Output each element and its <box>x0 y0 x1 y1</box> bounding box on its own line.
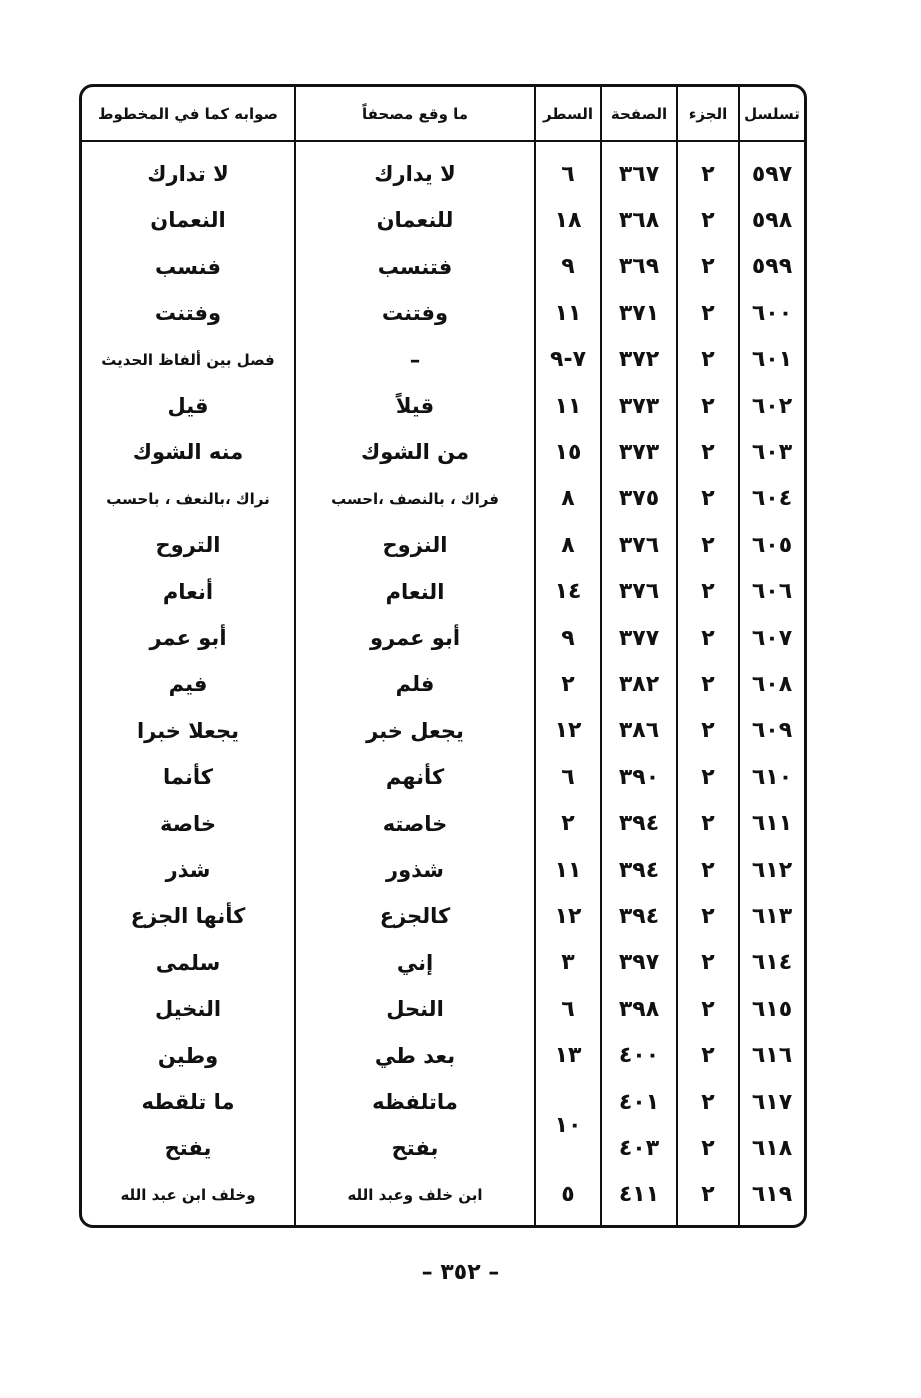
cell-right: أنعام <box>162 579 214 604</box>
cell-page: ٣٩٧ <box>618 950 660 976</box>
cell-page: ٣٧٧ <box>618 625 660 651</box>
cell-part: ٢ <box>701 996 715 1022</box>
cell-seq: ٦٠٤ <box>751 486 793 512</box>
cell-wrong: خاصته <box>382 811 448 836</box>
cell-right: فصل بين ألفاظ الحديث <box>101 350 275 369</box>
cell-wrong: النعام <box>385 579 445 604</box>
cell-right: كأنما <box>163 765 213 790</box>
cell-right: وخلف ابن عبد الله <box>120 1185 256 1204</box>
cell-page: ٣٧٥ <box>618 486 660 512</box>
cell-part: ٢ <box>701 1089 715 1115</box>
cell-seq: ٦١٥ <box>751 996 793 1022</box>
cell-part: ٢ <box>701 254 715 280</box>
cell-part: ٢ <box>701 625 715 651</box>
cell-seq: ٦١١ <box>751 811 793 837</box>
cell-page: ٤٠٠ <box>618 1043 660 1069</box>
cell-line: ٢ <box>561 811 575 837</box>
cell-right: النخيل <box>154 997 222 1022</box>
cell-line: ١١ <box>554 857 582 883</box>
cell-right: شذر <box>165 858 211 882</box>
cell-page: ٣٩٤ <box>618 811 660 837</box>
cell-part: ٢ <box>701 950 715 976</box>
cell-wrong: بعد طي <box>374 1043 456 1068</box>
cell-part: ٢ <box>701 579 715 605</box>
page-number: – ٣٥٢ – <box>421 1260 500 1285</box>
cell-page: ٤٠١ <box>618 1089 660 1115</box>
cell-right: يجعلا خبرا <box>136 718 240 743</box>
cell-line: ١٠ <box>554 1112 582 1138</box>
cell-right: منه الشوك <box>132 440 244 465</box>
column-line <box>534 87 600 1225</box>
cell-seq: ٦٠١ <box>751 347 793 373</box>
cell-page: ٣٧١ <box>618 300 660 326</box>
header-correction: صوابه كما في المخطوط <box>82 87 294 142</box>
cell-right: النعمان <box>150 208 226 233</box>
header-misprint: ما وقع مصحفاً <box>296 87 534 142</box>
cell-line: ٩ <box>561 254 575 280</box>
cell-wrong: أبو عمرو <box>369 626 461 650</box>
cell-right: وفتنت <box>154 301 222 326</box>
column-misprint <box>294 87 534 1225</box>
cell-seq: ٦١٩ <box>751 1182 793 1208</box>
column-serial <box>738 87 804 1225</box>
cell-part: ٢ <box>701 764 715 790</box>
cell-part: ٢ <box>701 1182 715 1208</box>
cell-wrong: ابن خلف وعبد الله <box>347 1185 483 1204</box>
cell-line: ١٨ <box>554 207 582 233</box>
cell-part: ٢ <box>701 207 715 233</box>
table-grid <box>82 87 804 1225</box>
cell-line: ١٢ <box>554 903 582 929</box>
cell-wrong: بفتح <box>391 1136 439 1161</box>
cell-line: ٦ <box>561 996 575 1022</box>
cell-seq: ٦١٠ <box>751 764 793 790</box>
cell-line: ٦ <box>561 161 575 187</box>
cell-wrong: كالجزع <box>379 904 451 929</box>
cell-right: كأنها الجزع <box>130 904 246 929</box>
cell-page: ٣٦٨ <box>618 207 660 233</box>
cell-part: ٢ <box>701 857 715 883</box>
cell-page: ٤٠٣ <box>618 1135 660 1161</box>
cell-seq: ٦١٨ <box>751 1135 793 1161</box>
cell-seq: ٦٠٩ <box>751 718 793 744</box>
cell-wrong: فلم <box>395 672 435 697</box>
column-part <box>676 87 738 1225</box>
cell-seq: ٦٠٦ <box>751 579 793 605</box>
cell-line: ١٢ <box>554 718 582 744</box>
cell-part: ٢ <box>701 532 715 558</box>
cell-page: ٣٩٠ <box>618 764 660 790</box>
cell-seq: ٥٩٩ <box>751 254 793 280</box>
cell-part: ٢ <box>701 718 715 744</box>
cell-right: خاصة <box>159 811 217 836</box>
cell-page: ٣٧٣ <box>618 439 660 465</box>
cell-wrong: قيلاً <box>395 394 435 418</box>
cell-right: فنسب <box>155 254 221 279</box>
cell-line: ١١ <box>554 393 582 419</box>
cell-wrong: لا يدارك <box>374 162 456 186</box>
cell-wrong: ماتلفظه <box>372 1090 458 1114</box>
cell-part: ٢ <box>701 393 715 419</box>
cell-wrong: يجعل خبر <box>366 718 464 743</box>
cell-part: ٢ <box>701 1043 715 1069</box>
cell-wrong: إني <box>396 950 434 975</box>
cell-line: ٧-٩ <box>550 347 587 373</box>
cell-wrong: النحل <box>386 997 444 1022</box>
cell-seq: ٦٠٥ <box>751 532 793 558</box>
cell-page: ٣٧٣ <box>618 393 660 419</box>
cell-line: ٣ <box>561 950 575 976</box>
cell-right: التروح <box>155 533 221 558</box>
cell-right: ما تلقطه <box>141 1090 235 1114</box>
cell-page: ٣٩٤ <box>618 903 660 929</box>
cell-seq: ٦٠٣ <box>751 439 793 465</box>
cell-line: ٨ <box>561 532 575 558</box>
cell-page: ٣٨٢ <box>618 671 660 697</box>
cell-line: ١٥ <box>554 439 582 465</box>
header-part: الجزء <box>678 87 738 142</box>
header-page: الصفحة <box>602 87 676 142</box>
cell-part: ٢ <box>701 300 715 326</box>
cell-page: ٣٨٦ <box>618 718 660 744</box>
cell-page: ٣٩٤ <box>618 857 660 883</box>
cell-part: ٢ <box>701 161 715 187</box>
cell-line: ١٤ <box>554 579 582 605</box>
cell-page: ٣٧٦ <box>618 532 660 558</box>
cell-part: ٢ <box>701 811 715 837</box>
cell-right: قيل <box>167 394 209 418</box>
cell-wrong: – <box>409 347 421 372</box>
cell-page: ٣٧٢ <box>618 347 660 373</box>
cell-page: ٣٦٧ <box>618 161 660 187</box>
cell-line: ١٣ <box>554 1043 582 1069</box>
cell-seq: ٦٠٨ <box>751 671 793 697</box>
cell-page: ٣٧٦ <box>618 579 660 605</box>
cell-right: وطين <box>157 1043 219 1068</box>
header-line: السطر <box>536 87 600 142</box>
cell-seq: ٥٩٧ <box>751 161 793 187</box>
cell-part: ٢ <box>701 1135 715 1161</box>
header-serial: تسلسل <box>740 87 804 142</box>
cell-line: ٥ <box>561 1182 575 1208</box>
cell-line: ٢ <box>561 671 575 697</box>
cell-seq: ٦١٢ <box>751 857 793 883</box>
cell-wrong: كأنهم <box>385 765 445 790</box>
column-correction <box>82 87 294 1225</box>
cell-part: ٢ <box>701 439 715 465</box>
cell-seq: ٦١٣ <box>751 903 793 929</box>
cell-right: لا تدارك <box>147 162 229 186</box>
cell-line: ٩ <box>561 625 575 651</box>
cell-seq: ٦٠٧ <box>751 625 793 651</box>
cell-seq: ٦١٤ <box>751 950 793 976</box>
cell-wrong: وفتنت <box>381 301 449 326</box>
cell-wrong: فراك ، بالنصف ،احسب <box>331 489 499 508</box>
cell-wrong: للنعمان <box>376 208 454 233</box>
cell-wrong: النزوح <box>382 533 448 558</box>
cell-line: ١١ <box>554 300 582 326</box>
cell-seq: ٦٠٠ <box>751 300 793 326</box>
cell-right: نراك ،بالنعف ، باحسب <box>106 489 270 508</box>
cell-seq: ٦١٦ <box>751 1043 793 1069</box>
cell-part: ٢ <box>701 903 715 929</box>
cell-part: ٢ <box>701 671 715 697</box>
cell-wrong: فتنسب <box>377 254 453 279</box>
cell-right: سلمى <box>155 950 221 975</box>
cell-page: ٤١١ <box>618 1182 660 1208</box>
cell-part: ٢ <box>701 347 715 373</box>
cell-wrong: من الشوك <box>360 440 470 465</box>
cell-page: ٣٩٨ <box>618 996 660 1022</box>
cell-seq: ٦١٧ <box>751 1089 793 1115</box>
cell-wrong: شذور <box>386 858 444 882</box>
cell-right: أبو عمر <box>149 626 227 650</box>
cell-seq: ٦٠٢ <box>751 393 793 419</box>
cell-seq: ٥٩٨ <box>751 207 793 233</box>
cell-line: ٨ <box>561 486 575 512</box>
cell-right: يفتح <box>164 1136 212 1161</box>
cell-page: ٣٦٩ <box>618 254 660 280</box>
column-page <box>600 87 676 1225</box>
cell-part: ٢ <box>701 486 715 512</box>
cell-right: فيم <box>168 672 208 697</box>
cell-line: ٦ <box>561 764 575 790</box>
corrections-table <box>79 84 807 1228</box>
